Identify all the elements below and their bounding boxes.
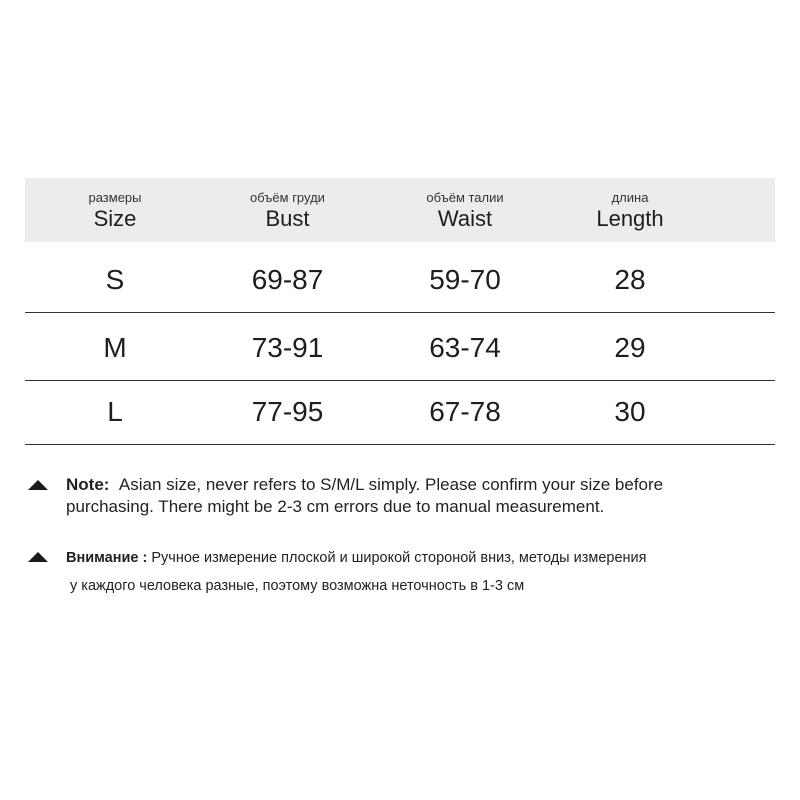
row-divider: [25, 312, 775, 313]
cell-bust: 69-87: [251, 264, 324, 295]
cell-size: M: [103, 332, 127, 363]
header-bust: [220, 190, 355, 232]
header-length: [575, 190, 685, 232]
header-size-en: Size: [93, 206, 137, 231]
cell-size: S: [105, 264, 125, 295]
header-length-en: Length: [596, 206, 664, 231]
note-russian-text: [66, 544, 791, 600]
cell-length: 30: [614, 396, 646, 427]
cell-waist: 67-78: [429, 396, 501, 427]
header-waist-ru: объём талии: [426, 190, 504, 205]
note-english-line2: purchasing. There might be 2-3 cm errors due to manual measurement.: [66, 497, 605, 516]
row-divider: [25, 444, 775, 445]
header-size: [65, 190, 165, 232]
header-bust-ru: объём груди: [250, 190, 325, 205]
warning-triangle-icon: [28, 480, 48, 490]
header-bust-en: Bust: [265, 206, 310, 231]
note-english-line1: Asian size, never refers to S/M/L simply. Please confirm your size before: [118, 475, 664, 494]
cell-waist: 63-74: [429, 332, 501, 363]
note-english-label: Note:: [66, 475, 110, 494]
cell-bust: 73-91: [251, 332, 324, 363]
header-size-ru: размеры: [88, 190, 142, 205]
cell-length: 29: [614, 332, 646, 363]
row-divider: [25, 380, 775, 381]
cell-size: L: [107, 396, 123, 427]
header-waist: [395, 190, 535, 232]
warning-triangle-icon: [28, 552, 48, 562]
note-russian-line2: у каждого человека разные, поэтому возможна неточность в 1-3 см: [70, 578, 525, 594]
note-english-text: [66, 474, 791, 518]
cell-length: 28: [614, 264, 646, 295]
note-russian-line1: Ручное измерение плоской и широкой стороной вниз, методы измерения: [151, 550, 647, 566]
table-header: [25, 178, 775, 242]
header-length-ru: длина: [611, 190, 649, 205]
cell-bust: 77-95: [251, 396, 324, 427]
header-waist-en: Waist: [437, 206, 493, 231]
cell-waist: 59-70: [429, 264, 501, 295]
note-russian-label: Внимание :: [66, 550, 148, 566]
